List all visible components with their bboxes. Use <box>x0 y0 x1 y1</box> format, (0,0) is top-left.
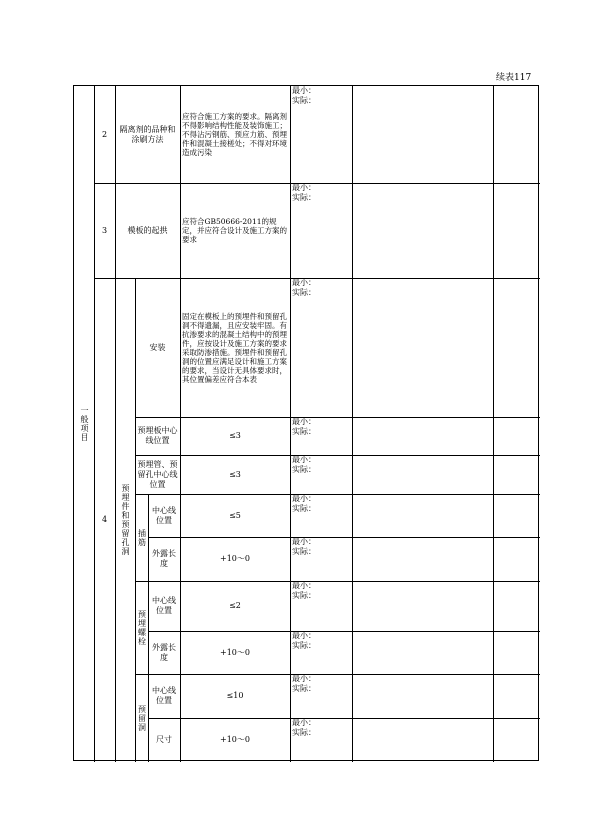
hole-center-check <box>290 674 352 718</box>
min-label: 最小： <box>292 718 316 727</box>
actual-label: 实际： <box>292 288 316 297</box>
table-caption: 续表117 <box>496 73 532 83</box>
actual-label: 实际： <box>292 465 316 474</box>
bolt-center-requirement: ≤2 <box>229 601 241 610</box>
install-requirement: 固定在模板上的预埋件和预留孔洞不得遗漏，且应安装牢固。有抗渗要求的混凝土结构中的预埋件，应按设计及施工方案的要求采取防渗措施。预埋件和预留孔洞的位置应满足设计和施工方案的要求，当设计无具体要求时，其位置偏差应符合本表 <box>182 311 287 384</box>
min-label: 最小： <box>292 183 316 192</box>
row4-number: 4 <box>101 515 108 524</box>
bolt-length-label: 外露长度 <box>152 642 176 662</box>
bolt-label: 预埋螺栓 <box>137 609 147 646</box>
actual-label: 实际： <box>292 641 316 650</box>
row2-check <box>290 86 352 183</box>
min-label: 最小： <box>292 537 316 546</box>
rebar-length-requirement: +10～0 <box>220 554 250 563</box>
row3-number: 3 <box>101 225 108 235</box>
bolt-center-label: 中心线位置 <box>152 596 176 615</box>
actual-label: 实际： <box>292 504 316 513</box>
bolt-length-check <box>290 631 352 674</box>
row2-number: 2 <box>101 129 108 139</box>
rebar-center-label: 中心线位置 <box>152 505 176 525</box>
actual-label: 实际： <box>292 684 316 693</box>
rebar-length-check <box>290 537 352 581</box>
general-items-label: 一般项目 <box>80 406 89 442</box>
actual-label: 实际： <box>292 547 316 556</box>
inspection-table <box>73 85 539 761</box>
hole-size-check <box>290 718 352 762</box>
install-check <box>290 278 352 417</box>
row3-check <box>290 183 352 278</box>
hole-label: 预留洞 <box>137 704 147 732</box>
rebar-center-requirement: ≤5 <box>229 510 241 520</box>
hole-size-requirement: +10～0 <box>220 735 250 744</box>
actual-label: 实际： <box>292 427 316 436</box>
rebar-center-check <box>290 494 352 537</box>
min-label: 最小： <box>292 455 316 464</box>
pipe-label: 预埋管、预留孔中心线位置 <box>137 459 178 489</box>
min-label: 最小： <box>292 674 316 683</box>
rebar-label: 插筋 <box>137 528 147 547</box>
plate-requirement: ≤3 <box>229 431 241 440</box>
row2-requirement: 应符合施工方案的要求。隔离剂不得影响结构性能及装饰施工；不得沾污钢筋、预应力筋、预埋件和混凝土接槎处；不得对环境造成污染 <box>182 112 287 157</box>
min-label: 最小： <box>292 417 316 426</box>
row2-item: 隔离剂的品种和涂刷方法 <box>119 124 176 144</box>
row3-item: 模板的起拱 <box>127 225 168 235</box>
min-label: 最小： <box>292 494 316 503</box>
hole-size-label: 尺寸 <box>156 735 172 744</box>
min-label: 最小： <box>292 86 316 95</box>
pipe-check <box>290 455 352 494</box>
hole-center-requirement: ≤10 <box>226 691 244 700</box>
actual-label: 实际： <box>292 728 316 737</box>
actual-label: 实际： <box>292 96 316 105</box>
bolt-center-check <box>290 581 352 631</box>
min-label: 最小： <box>292 581 316 590</box>
pipe-requirement: ≤3 <box>229 469 241 479</box>
min-label: 最小： <box>292 631 316 640</box>
bolt-length-requirement: +10～0 <box>220 647 250 657</box>
actual-label: 实际： <box>292 591 316 600</box>
actual-label: 实际： <box>292 193 316 202</box>
plate-label: 预埋板中心线位置 <box>137 426 178 445</box>
min-label: 最小： <box>292 278 316 287</box>
row4-group: 预埋件和预留孔洞 <box>121 484 130 556</box>
rebar-length-label: 外露长度 <box>152 549 176 568</box>
row3-requirement: 应符合GB50666-2011的规定，并应符合设计及施工方案的要求 <box>182 217 287 244</box>
hole-center-label: 中心线位置 <box>152 686 176 705</box>
install-label: 安装 <box>149 342 166 352</box>
plate-check <box>290 417 352 455</box>
